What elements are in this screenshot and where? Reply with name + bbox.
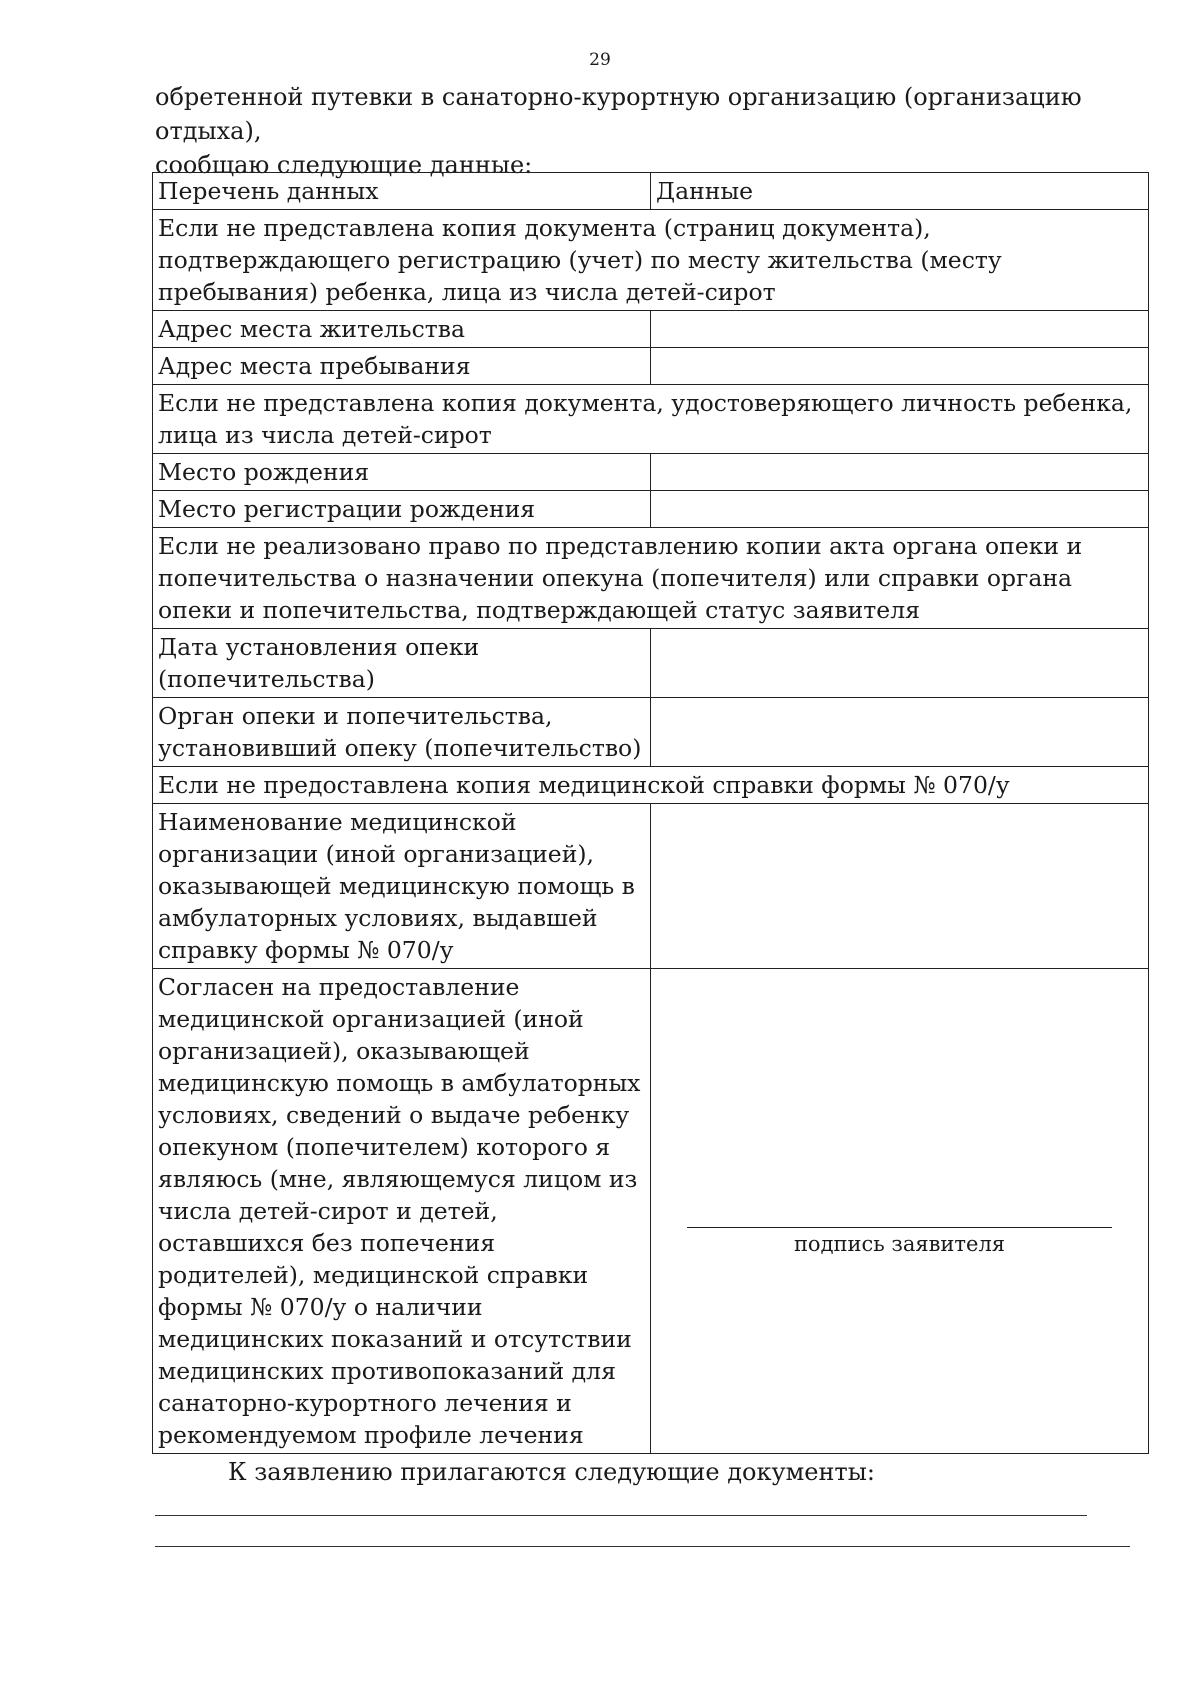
signature-caption: подпись заявителя xyxy=(793,1232,1006,1256)
label-birthplace: Место рождения xyxy=(153,454,651,491)
table-row xyxy=(153,969,1149,1454)
table-row xyxy=(153,698,1149,767)
data-form-table xyxy=(152,172,1149,1454)
attachments-heading: К заявлению прилагаются следующие документы: xyxy=(228,1458,875,1486)
label-guardianship-date: Дата установления опеки (попечительства) xyxy=(153,629,651,698)
guardianship-date-field[interactable] xyxy=(651,629,1149,698)
label-medical-org: Наименование медицинской организации (иной организацией), оказывающей медицинскую помощь в амбулаторных условиях, выдавшей справку формы № 070/у xyxy=(153,804,651,969)
section-medical-doc: Если не предоставлена копия медицинской справки формы № 070/у xyxy=(153,767,1149,804)
header-data: Данные xyxy=(651,173,1149,210)
header-data-list: Перечень данных xyxy=(153,173,651,210)
table-row xyxy=(153,629,1149,698)
section-row xyxy=(153,210,1149,311)
section-identity-doc: Если не представлена копия документа, удостоверяющего личность ребенка, лица из числа детей-сирот xyxy=(153,385,1149,454)
table-header-row xyxy=(153,173,1149,210)
medical-org-field[interactable] xyxy=(651,804,1149,969)
intro-line-1: обретенной путевки в санаторно-курортную организацию (организацию отдыха), xyxy=(155,83,1082,145)
table-row xyxy=(153,311,1149,348)
section-guardianship-doc: Если не реализовано право по представлению копии акта органа опеки и попечительства о назначении опекуна (попечителя) или справки органа опеки и попечительства, подтверждающей статус заявителя xyxy=(153,528,1149,629)
section-row xyxy=(153,767,1149,804)
guardianship-body-field[interactable] xyxy=(651,698,1149,767)
intro-paragraph xyxy=(155,80,1155,182)
table-row xyxy=(153,348,1149,385)
attachments-blank-line-2[interactable] xyxy=(155,1546,1130,1547)
table-row xyxy=(153,491,1149,528)
label-consent: Согласен на предоставление медицинской организацией (иной организацией), оказывающей медицинскую помощь в амбулаторных условиях, сведений о выдаче ребенку опекуном (попечителем) которого я являюсь (мне, являющемуся лицом из числа детей-сирот и детей, оставшихся без попечения родителей), медицинской справки формы № 070/у о наличии медицинских показаний и отсутствии медицинских противопоказаний для санаторно-курортного лечения и рекомендуемом профиле лечения xyxy=(153,969,651,1454)
section-residence-doc: Если не представлена копия документа (страниц документа), подтверждающего регистрацию (учет) по месту жительства (месту пребывания) ребенка, лица из числа детей-сирот xyxy=(153,210,1149,311)
label-residence-address: Адрес места жительства xyxy=(153,311,651,348)
birth-registration-field[interactable] xyxy=(651,491,1149,528)
label-guardianship-body: Орган опеки и попечительства, установивший опеку (попечительство) xyxy=(153,698,651,767)
birthplace-field[interactable] xyxy=(651,454,1149,491)
stay-address-field[interactable] xyxy=(651,348,1149,385)
table-row xyxy=(153,454,1149,491)
signature-line xyxy=(687,1227,1112,1228)
section-row xyxy=(153,528,1149,629)
label-birth-registration: Место регистрации рождения xyxy=(153,491,651,528)
attachments-blank-line-1[interactable] xyxy=(155,1515,1087,1516)
residence-address-field[interactable] xyxy=(651,311,1149,348)
table-row xyxy=(153,804,1149,969)
page-number: 29 xyxy=(589,50,611,70)
signature-cell[interactable] xyxy=(651,969,1149,1454)
label-stay-address: Адрес места пребывания xyxy=(153,348,651,385)
intro-line-2: сообщаю следующие данные: xyxy=(155,151,533,179)
section-row xyxy=(153,385,1149,454)
